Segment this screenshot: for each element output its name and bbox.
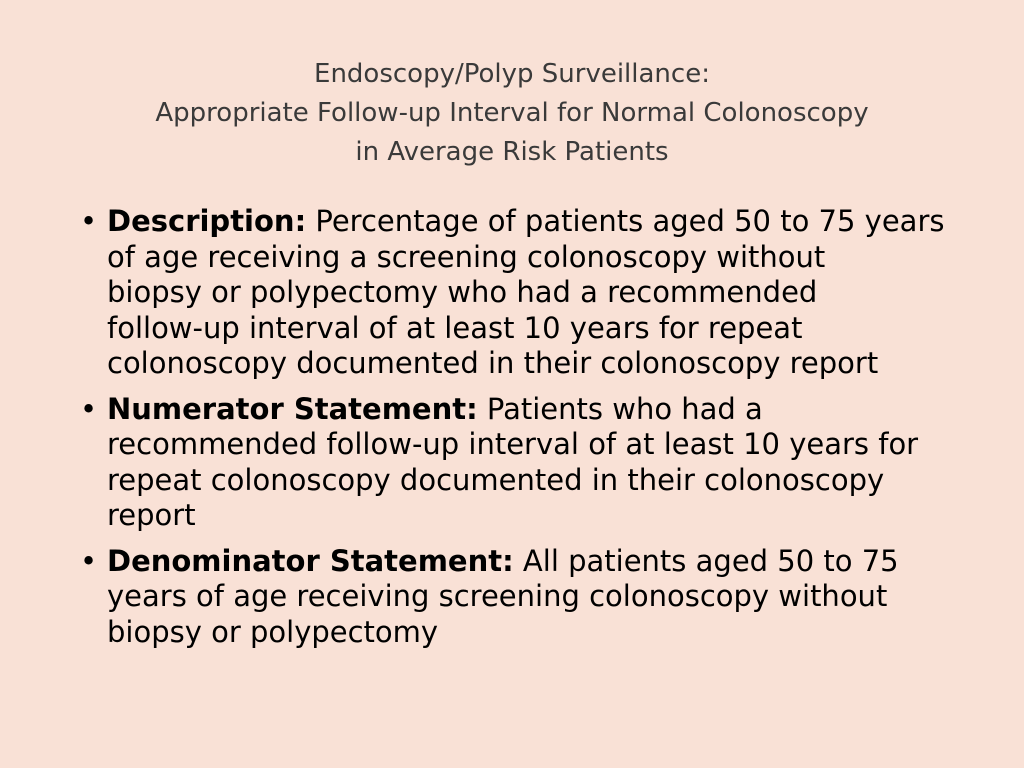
bullet-line: recommended follow-up interval of at least 10 years for	[107, 427, 919, 461]
bullet-label: Numerator Statement:	[107, 391, 478, 426]
bullet-line: of age receiving a screening colonoscopy without	[107, 239, 826, 274]
bullet-label: Description:	[107, 204, 307, 238]
bullet-text: All patients aged 50 to 75	[513, 543, 899, 578]
bullet-line: colonoscopy documented in their colonoscopy report	[107, 346, 879, 380]
bullet-line: biopsy or polypectomy	[107, 614, 439, 649]
bullet-line	[107, 392, 960, 428]
bullet-denominator	[80, 544, 960, 651]
title-line-3: in Average Risk Patients	[355, 137, 669, 167]
bullet-line: years of age receiving screening colonoscopy without	[107, 579, 888, 613]
bullet-dot: •	[80, 204, 98, 238]
bullet-line	[107, 204, 960, 240]
title-line-2: Appropriate Follow-up Interval for Normal Colonoscopy	[155, 98, 869, 128]
bullet-line: report	[107, 498, 196, 532]
bullet-description	[80, 204, 960, 382]
bullet-dot: •	[80, 391, 98, 426]
bullet-label: Denominator Statement:	[107, 543, 514, 578]
bullet-line: follow-up interval of at least 10 years for repeat	[107, 310, 803, 345]
bullet-line	[107, 544, 960, 580]
bullet-text: Percentage of patients aged 50 to 75 years	[306, 204, 945, 238]
bullet-text: Patients who had a	[477, 391, 763, 426]
bullet-numerator	[80, 392, 960, 534]
slide-title	[80, 55, 944, 172]
bullet-dot: •	[80, 543, 98, 578]
bullet-list	[80, 204, 960, 660]
bullet-line: biopsy or polypectomy who had a recommended	[107, 275, 818, 309]
title-line-1: Endoscopy/Polyp Surveillance:	[314, 59, 710, 89]
bullet-line: repeat colonoscopy documented in their colonoscopy	[107, 462, 885, 497]
